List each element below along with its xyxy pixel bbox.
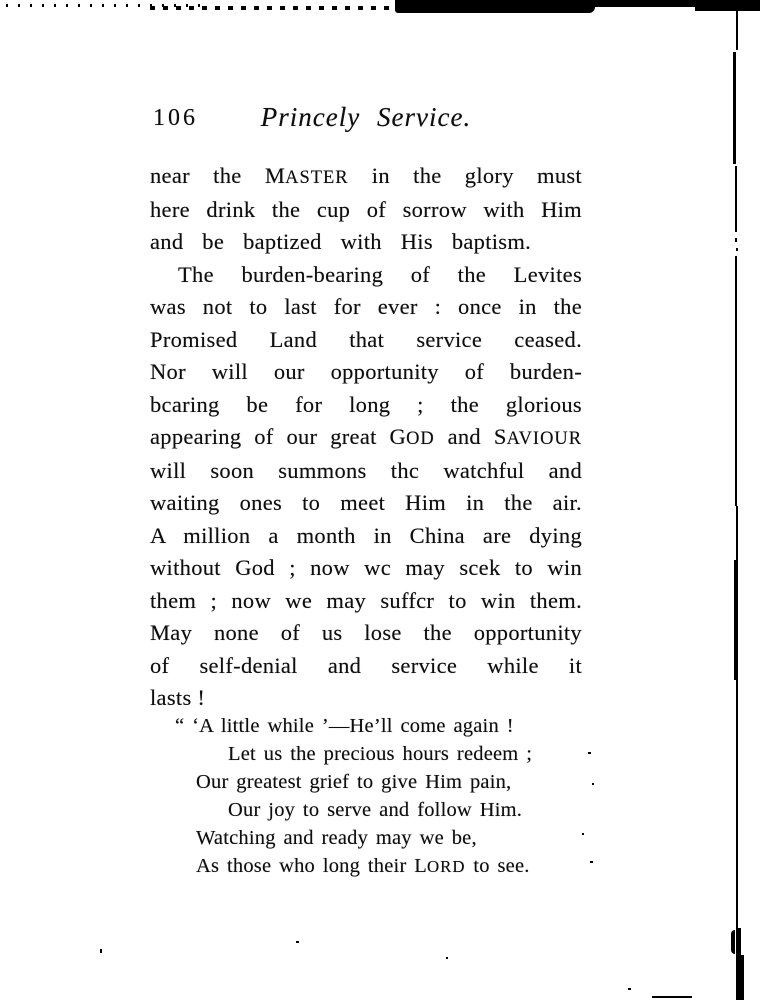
text-line: of self-denial and service while it bbox=[150, 652, 582, 678]
scan-artifact-right-edge bbox=[736, 10, 738, 50]
scan-artifact-speck bbox=[628, 988, 631, 990]
text-line: Watching and ready may we be, bbox=[196, 827, 477, 849]
text-line: and be baptized with His baptism. bbox=[150, 229, 532, 254]
running-head-title: Princely Service. bbox=[260, 102, 472, 132]
text-line: was not to last for ever : once in the bbox=[150, 294, 582, 319]
scan-artifact-right-edge bbox=[735, 238, 737, 242]
scan-artifact-top-edge-blob bbox=[395, 0, 595, 13]
scan-artifact-speck bbox=[446, 957, 448, 959]
scan-artifact-right-edge bbox=[733, 52, 736, 164]
text-line: The burden-bearing of the Levites bbox=[178, 261, 582, 287]
scan-artifact-right-edge bbox=[736, 248, 738, 251]
text-line: appearing of our great GOD and SAVIOUR bbox=[150, 424, 582, 449]
scan-artifact-right-edge bbox=[735, 166, 737, 232]
scan-artifact-speck bbox=[592, 783, 594, 785]
scan-artifact-top-edge-dashes bbox=[150, 6, 400, 10]
scan-artifact-right-edge bbox=[736, 666, 738, 930]
scan-artifact-right-edge bbox=[735, 256, 737, 506]
page-header bbox=[150, 101, 582, 145]
text-line: As those who long their LORD to see. bbox=[196, 855, 530, 877]
text-line: Our joy to serve and follow Him. bbox=[228, 799, 523, 821]
scan-artifact-speck bbox=[590, 861, 593, 863]
poem-stanza bbox=[150, 712, 590, 881]
text-line: A million a month in China are dying bbox=[150, 522, 582, 548]
body-text bbox=[150, 160, 582, 715]
scan-artifact-right-edge bbox=[734, 560, 737, 680]
paragraph-2 bbox=[150, 259, 582, 715]
text-line: Let us the precious hours redeem ; bbox=[228, 743, 533, 765]
scan-artifact-right-edge bbox=[731, 930, 735, 954]
text-line: Our greatest grief to give Him pain, bbox=[196, 771, 512, 793]
scan-artifact-top-edge-corner bbox=[695, 0, 760, 11]
scan-artifact-right-edge bbox=[737, 955, 744, 1000]
text-line: near the MASTER in the glory must bbox=[150, 163, 582, 188]
text-line: Promised Land that service ceased. bbox=[150, 326, 582, 352]
text-line: bcaring be for long ; the glorious bbox=[150, 391, 582, 417]
paragraph-1 bbox=[150, 160, 582, 259]
text-line: “ ‘A little while ’—He’ll come again ! bbox=[175, 715, 514, 737]
page-number: 106 bbox=[153, 105, 198, 131]
scan-artifact-speck bbox=[296, 941, 299, 943]
scan-artifact-underline-mark bbox=[652, 996, 692, 998]
text-line: here drink the cup of sorrow with Him bbox=[150, 196, 582, 222]
text-line: May none of us lose the opportunity bbox=[150, 620, 582, 645]
text-line: them ; now we may suffcr to win them. bbox=[150, 587, 582, 613]
text-line: will soon summons thc watchful and bbox=[150, 457, 582, 483]
text-line: without God ; now wc may scek to win bbox=[150, 555, 582, 580]
scan-artifact-speck bbox=[100, 949, 102, 953]
text-line: Nor will our opportunity of burden- bbox=[150, 359, 582, 384]
text-line: waiting ones to meet Him in the air. bbox=[150, 490, 582, 515]
text-line: lasts ! bbox=[150, 685, 206, 710]
